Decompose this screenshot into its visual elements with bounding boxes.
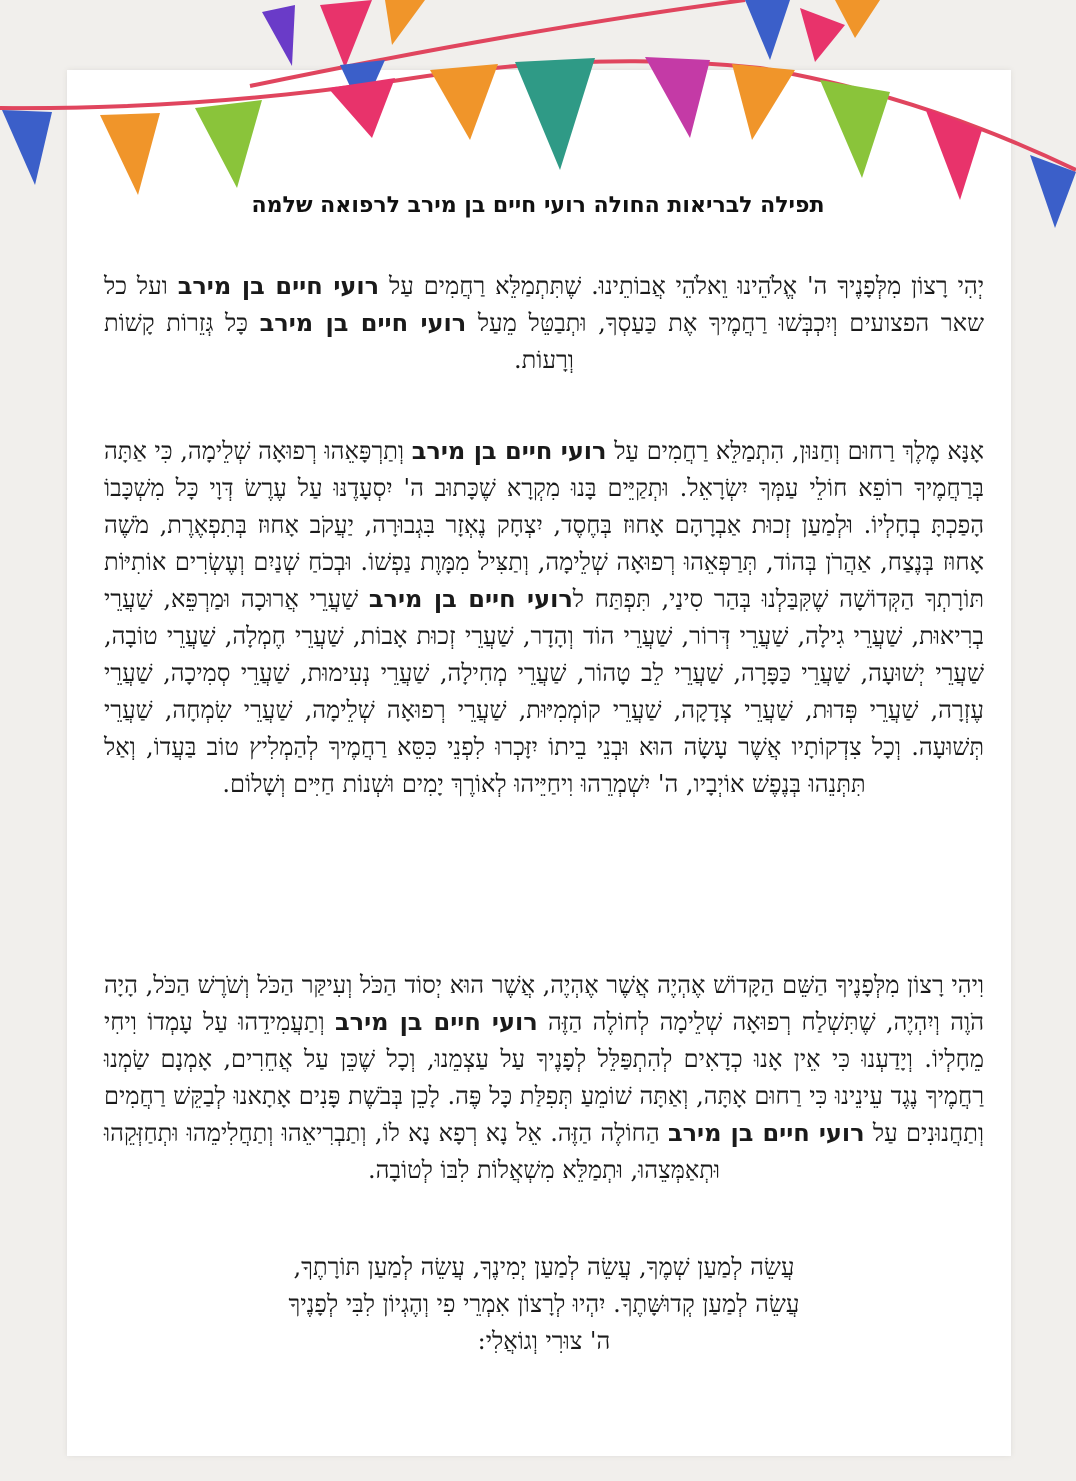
- text: יְהִי רָצוֹן מִלְּפָנֶיךָ ה' אֱלֹהֵינוּ וֵאלֹהֵי אֲבוֹתֵינוּ. שֶׁתִּתְמַלֵּא רַחֲמִים עַל: [388, 272, 984, 300]
- bunting-flag: [2, 110, 52, 185]
- bunting-flag: [328, 78, 395, 138]
- closing-verse: [104, 1249, 984, 1360]
- text: ועל כל שאר הפצועים וְיִכְבְּשׁוּ רַחֲמֶיךָ אֶת כַּעַסְךָ, וּתְבַטֵּל מֵעַל: [104, 272, 985, 337]
- bunting-flag: [100, 113, 160, 195]
- closing-line: עֲשֵׂה לְמַעַן שְׁמֶךָ, עֲשֵׂה לְמַעַן יְמִינֶךָ, עֲשֵׂה לְמַעַן תּוֹרָתֶךָ,: [293, 1253, 795, 1281]
- patient-name: רועי חיים בן מירב: [368, 585, 573, 613]
- bunting-flag: [800, 8, 845, 62]
- paragraph-3: [104, 967, 984, 1189]
- bunting-flag: [645, 57, 710, 138]
- bunting-flag: [385, 0, 425, 45]
- bunting-flag: [820, 80, 890, 178]
- bunting-flag: [430, 64, 498, 140]
- bunting-flag: [195, 100, 262, 188]
- paragraph-1: [104, 268, 984, 379]
- bunting-flag: [835, 0, 880, 38]
- closing-line: עֲשֵׂה לְמַעַן קְדוּשָּׁתֶךָ. יִהְיוּ לְרָצוֹן אִמְרֵי פִי וְהֶגְיוֹן לִבִּי לְפָנֶיךָ: [288, 1290, 800, 1318]
- bunting-decoration: [0, 0, 1076, 260]
- text: הַחוֹלֶה הַזֶּה. אֵל נָא רְפָא נָא לוֹ, וְתַבְרִיאֵהוּ וְתַחֲלִימֵהוּ וּתְחַזְּקֵהוּ וּתְאַמְּצֵהוּ, וּתְמַלֵּא מִשְׁאֲלוֹת לִבּוֹ לְטוֹבָה.: [104, 1119, 721, 1184]
- text: וְתַרְפָּאֵהוּ רְפוּאָה שְׁלֵימָה, כִּי אַתָּה בְּרַחֲמֶיךָ רוֹפֵא חוֹלֵי עַמְּךָ יִשְׂרָאֵל. וּתְקַיֵּים בָּנוּ מִקְרָא שֶׁכָּתוּב ה' יִסְעָדֶנּוּ עַל עֶרֶשׂ דְּוָי כָּל מִשְׁכָּבוֹ הָפַכְתָּ בְחָלְיוֹ. וּלְמַעַן זְכוּת אַבְרָהָם אָחוּז בְּחֶסֶד, יִצְחָק נֶאְזָר בִּגְבוּרָה, יַעֲקֹב אָחוּז בְּתִפְאֶרֶת, מֹשֶׁה אָחוּז בְּנֶצַח, אַהֲרֹן בְּהוֹד, תְּרַפְּאֵהוּ רְפוּאָה שְׁלֵימָה, וְתַצִּיל מִמָּוֶת נַפְשׁוֹ. וּבְכֹחַ שְׁנַיִם וְעֶשְׂרִים אוֹתִיּוֹת תּוֹרָתְךָ הַקְּדוֹשָׁה שֶׁקִּבַּלְנוּ בְּהַר סִינַי, תִּפְתַּח ל: [104, 437, 984, 613]
- text: כָּל גְּזֵרוֹת קָשׁוֹת וְרָעוֹת.: [104, 309, 574, 374]
- closing-line: ה' צוּרִי וְגוֹאֲלִי:: [477, 1327, 611, 1355]
- bunting-flag: [745, 0, 790, 60]
- text: אָנָּא מֶלֶךְ רַחוּם וְחַנּוּן, הִתְמַלֵּא רַחֲמִים עַל: [614, 437, 984, 465]
- bunting-flag: [732, 64, 795, 140]
- bunting-flag: [515, 58, 595, 170]
- patient-name: רועי חיים בן מירב: [259, 309, 467, 337]
- bunting-flag: [925, 108, 982, 200]
- patient-name: רועי חיים בן מירב: [334, 1008, 538, 1036]
- patient-name: רועי חיים בן מירב: [177, 272, 380, 300]
- patient-name: רועי חיים בן מירב: [667, 1119, 865, 1147]
- text: וְתַעֲמִידֵהוּ עַל עָמְדוֹ וִיחִי מֵחָלְיוֹ. וְיָדַעְנוּ כִּי אֵין אָנוּ כְדָאִים לְהִתְפַּלֵּל לְפָנֶיךָ עַל עַצְמֵנוּ, וְכָל שֶׁכֵּן עַל אֲחֵרִים, אָמְנָם שַׂמְנוּ רַחֲמֶיךָ נֶגֶד עֵינֵינוּ כִּי רַחוּם אָתָּה, וְאַתָּה שׁוֹמֵעַ תְּפִלַּת כָּל פֶּה. לָכֵן בְּבֹשֶׁת פָּנִים אָתָאנוּ לְבַקֵּשׁ רַחֲמִים וְתַחֲנוּנִים עַל: [104, 1008, 985, 1147]
- bunting-flag: [320, 0, 372, 68]
- patient-name: רועי חיים בן מירב: [411, 437, 607, 465]
- text: שַׁעֲרֵי אֲרוּכָה וּמַרְפֵּא, שַׁעֲרֵי בְרִיאוּת, שַׁעֲרֵי גִילָה, שַׁעֲרֵי דְּרוֹר, שַׁעֲרֵי הוֹד וְהָדָר, שַׁעֲרֵי זְכוּת אָבוֹת, שַׁעֲרֵי חֶמְלָה, שַׁעֲרֵי טוֹבָה, שַׁעֲרֵי יְשׁוּעָה, שַׁעֲרֵי כַּפָּרָה, שַׁעֲרֵי לֵב טָהוֹר, שַׁעֲרֵי מְחִילָה, שַׁעֲרֵי נְעִימוּת, שַׁעֲרֵי סְמִיכָה, שַׁעֲרֵי עֶזְרָה, שַׁעֲרֵי פְּדוּת, שַׁעֲרֵי צְדָקָה, שַׁעֲרֵי קוֹמְמִיּוּת, שַׁעֲרֵי רְפוּאָה שְׁלֵימָה, שַׁעֲרֵי שִׂמְחָה, שַׁעֲרֵי תְּשׁוּעָה. וְכָל צִדְקוֹתָיו אֲשֶׁר עָשָׂה הוּא וּבְנֵי בֵיתוֹ יִזָּכְרוּ לִפְנֵי כִּסֵּא רַחֲמֶיךָ לְהַמְלִיץ טוֹב בַּעֲדוֹ, וְאַל תִּתְּנֵהוּ בְּנֶפֶשׁ אוֹיְבָיו, ה' יִשְׁמְרֵהוּ וִיחַיֵּיהוּ לְאוֹרֶךְ יָמִים וּשְׁנוֹת חַיִּים וְשָׁלוֹם.: [104, 585, 985, 798]
- text: וִיהִי רָצוֹן מִלְּפָנֶיךָ הַשֵּׁם הַקָּדוֹשׁ אֶהְיֶה אֲשֶׁר אֶהְיֶה, אֲשֶׁר הוּא יְסוֹד הַכֹּל וְעִיקַּר הַכֹּל וְשֹׁרֶשׁ הַכֹּל, הָיָה הֹוֶה וְיִהְיֶה, שֶׁתִּשְׁלַח רְפוּאָה שְׁלֵימָה לְחוֹלֶה הַזֶּה: [104, 971, 984, 1036]
- paragraph-2: [104, 433, 984, 803]
- bunting-flag: [262, 5, 295, 66]
- prayer-title: תפילה לבריאות החולה רועי חיים בן מירב לרפואה שלמה: [251, 193, 825, 218]
